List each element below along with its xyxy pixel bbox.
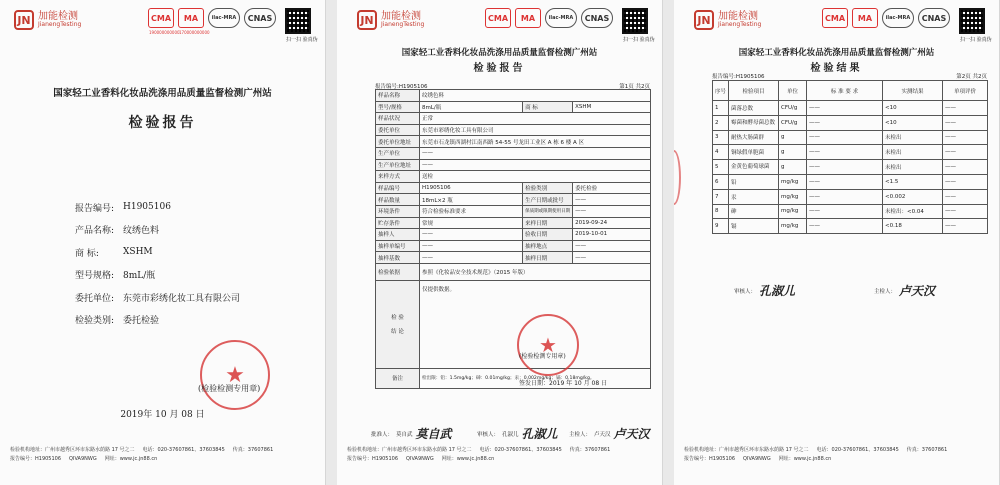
field-value: 8mL/瓶 [123,271,156,282]
table-header-row: 序号 检验项目 单位 标 准 要 求 实测结果 单项评价 [713,81,988,101]
field-value: XSHM [123,247,153,258]
report-title: 检验报告 [128,115,197,131]
table-row: 环境条件 符合检验标准要求 保质期或限期使用日期 —— [376,205,651,217]
institute-name: 国家轻工业香料化妆品洗涤用品质量监督检测广州站 [738,48,935,58]
logo-name: 加能检测 [38,11,78,22]
accreditation-badges [148,8,276,35]
field-value: 委托检验 [123,316,160,327]
field-label: 型号规格: [75,271,115,282]
table-row: 样品名称 纹绣色料 [376,90,651,102]
table-row: 5 金黄色葡萄球菌 g —— 未检出 —— [713,160,988,175]
seal-caption: (检验检测专用章) [198,384,261,393]
ma-badge: MA [515,8,541,28]
table-row: 样品状况 正常 [376,113,651,125]
table-row: 3 耐热大肠菌群 g —— 未检出 —— [713,130,988,145]
cover-page [0,0,326,485]
page-footer: 检验机构地址：广州市越秀区环市东路水荫路 17 号之二 电话：020-37607861、37603845 传真：37607861 报告编号：H1905106 QIVA9NWG 网址：www.jc.jn88.cn [347,447,611,462]
table-row: 4 铜绿假单胞菌 g —— 未检出 —— [713,145,988,160]
page-footer: 检验机构地址：广州市越秀区环市东路水荫路 17 号之二 电话：020-37607861、37603845 传真：37607861 报告编号：H1905106 QIVA9NWG 网址：www.jc.jn88.cn [10,447,274,462]
table-row: 抽样单编号 —— 抽样地点 —— [376,240,651,252]
page-number: 第1页 共2页 [619,84,650,90]
table-row: 样品数量 18mL×2 瓶 生产日期或批号 —— [376,194,651,206]
field-label: 检验类别: [75,316,115,327]
field-label: 报告编号: [75,203,115,214]
cma-badge: CMA [822,8,848,28]
table-row: 检验依据 参照《化妆品安全技术规范》（2015 年版） [376,263,651,280]
table-row: 9 镉 mg/kg —— <0.18 —— [713,219,988,234]
table-row: 委托单位 东莞市彩绣化妆工具有限公司 [376,124,651,136]
ma-badge: MA 170000000000 [178,8,204,28]
cnas-badge: CNAS [244,8,276,28]
qr-code-icon [285,8,311,34]
cover-fields [75,196,240,331]
cma-badge: CMA 190000000000 [148,8,174,28]
cma-badge: CMA [485,8,511,28]
table-row: 贮存条件 常规 来样日期 2019-09-24 [376,217,651,229]
accreditation-badges [822,8,950,28]
table-row: 抽样人 —— 验收日期 2019-10-01 [376,229,651,241]
report-number: 报告编号:H1905106 [375,84,428,90]
official-seal [517,314,579,376]
table-row: 来样方式 送检 [376,171,651,183]
ma-badge: MA [852,8,878,28]
table-row: 1 菌落总数 CFU/g —— <10 —— [713,101,988,116]
conclusion-text: 仅提供数据。 [422,286,456,293]
qr-code-icon [622,8,648,34]
logo-name-en: JianengTesting [38,21,82,28]
table-row: 8 砷 mg/kg —— 未检出：<0.04 —— [713,204,988,219]
checker-signature: 审核人： 孔淑儿 [734,284,796,298]
table-row: 生产单位 —— [376,147,651,159]
qr-caption: 扫一扫 验真伪 [286,37,318,43]
official-seal [200,340,270,410]
company-logo: JN 加能检测 JianengTesting [357,10,424,30]
results-page: JN 加能检测 JianengTesting CMA MA ilac-MRA CNAS 扫一扫 验真伪 国家轻工业香料化妆品洗涤用品质量监督检测广州站 检验结果 报告编号:H1905106 第2页 共2页 序号 检验项目 单位 标 准 要 求 实测结果 单项评价 1 菌落总数 CFU/g —— <10 —— 2 霉菌和酵母菌总数 CFU/g —— <10 —— 3 耐热大肠菌群 g —— 未检出 —— 4 铜绿假单胞菌 g —— 未检出 —— 5 金黄色葡萄球菌 g —— 未检出 —— 6 铅 mg/kg —— <1.5 —— 7 汞 mg/kg —— <0.002 —— 8 砷 mg/kg —— 未检出：<0.04 —— 9 镉 mg/kg —— <0.18 —— 审核人： 孔淑儿 主检人： 卢天汉 检验机构地址：广州市越秀区环市东路水荫路 17 号之二 电话：020-37607861、37603845 传真：37607861 报告编号：H1905106 QIVA9NWG 网址：www.jc.jn88.cn [674,0,1000,485]
institute-name: 国家轻工业香料化妆品洗涤用品质量监督检测广州站 [53,88,272,99]
seam-seal [674,150,681,205]
company-logo: JN 加能检测 JianengTesting [694,10,761,30]
table-row: 6 铅 mg/kg —— <1.5 —— [713,174,988,189]
report-number: 报告编号:H1905106 [712,74,765,80]
field-value: 东莞市彩绣化妆工具有限公司 [123,293,241,304]
logo-mark: JN [14,10,34,30]
table-row: 备注 检出限：铅：1.5mg/kg；砷：0.01mg/kg；汞：0.002mg/kg；镉：0.18mg/kg。 [376,368,651,388]
table-row: 委托单位地址 东莞市石龙镇西湖村江南西路 54-55 号龙田工业区 A 栋 6 楼 A 区 [376,136,651,148]
cnas-badge: CNAS [581,8,613,28]
ilac-badge: ilac-MRA [208,8,240,28]
approver-signature: 批准人： 莫自武 莫自武 [371,427,452,441]
issue-date: 签发日期：2019 年 10 月 08 日 [519,380,608,387]
report-page: JN 加能检测 JianengTesting CMA MA ilac-MRA CNAS 扫一扫 验真伪 国家轻工业香料化妆品洗涤用品质量监督检测广州站 检验报告 报告编号:H1905106 第1页 共2页 样品名称 纹绣色料 型号/规格 8mL/瓶 商 标 XSHM 样品状况 正常 委托单位 东莞市彩绣化妆工具有限公司 委托单位地址 东莞市石龙镇西湖村江南西路 54-55 号龙田工业区 A 栋 6 楼 A 区 生产单位 —— 生产单位地址 —— 来样方式 送检 样品编号 H1905106 检验类别 委托检验 样品数量 18mL×2 瓶 生产日期或批号 —— 环境条件 符合检验标准要求 保质期或限期使用日期 —— 贮存条件 常规 来样日期 2019-09-24 抽样人 —— 验收日期 2019-10-01 抽样单编号 —— 抽样地点 —— 抽样基数 —— 抽样日期 —— 检验依据 参照《化妆品安全技术规范》（2015 年版） 检 验 结 论 仅提供数据。 备注 检出限：铅：1.5mg/kg；砷：0.01mg/kg；汞：0.002mg/kg；镉：0.18mg/kg。 ★ (检验检测专用章) 签发日期：2019 年 10 月 08 日 批准人： 莫自武 莫自武 审核人： 孔淑儿 孔淑儿 主检人： 卢天汉 卢天汉 检验机构地址：广州市越秀区环市东路水荫路 17 号之二 电话：020-37607861、37603845 传真：37607861 报告编号：H1905106 QIVA9NWG 网址：www.jc.jn88.cn [337,0,663,485]
page-footer: 检验机构地址：广州市越秀区环市东路水荫路 17 号之二 电话：020-37607861、37603845 传真：37607861 报告编号：H1905106 QIVA9NWG 网址：www.jc.jn88.cn [684,447,948,462]
report-table [375,89,651,389]
company-logo [14,10,81,30]
star-icon: ★ [225,362,245,388]
seal-caption: (检验检测专用章) [519,353,566,360]
field-label: 商 标: [75,248,99,259]
cnas-badge: CNAS [918,8,950,28]
report-title: 检验报告 [473,63,526,74]
results-table [712,80,988,234]
table-row: 生产单位地址 —— [376,159,651,171]
ilac-badge: ilac-MRA [882,8,914,28]
cover-date: 2019年 10 月 08 日 [120,410,205,420]
institute-name: 国家轻工业香料化妆品洗涤用品质量监督检测广州站 [401,48,598,58]
table-row: 样品编号 H1905106 检验类别 委托检验 [376,182,651,194]
table-row: 型号/规格 8mL/瓶 商 标 XSHM [376,101,651,113]
star-icon: ★ [539,333,557,357]
table-row: 抽样基数 —— 抽样日期 —— [376,252,651,264]
field-value: 纹绣色料 [123,226,160,237]
checker-signature: 审核人： 孔淑儿 孔淑儿 [477,427,558,441]
field-label: 委托单位: [75,293,115,304]
results-title: 检验结果 [810,63,863,74]
table-row: 7 汞 mg/kg —— <0.002 —— [713,189,988,204]
accreditation-badges [485,8,613,28]
table-row: 2 霉菌和酵母菌总数 CFU/g —— <10 —— [713,115,988,130]
results-subheader [712,72,987,80]
tester-signature: 主检人： 卢天汉 卢天汉 [569,427,650,441]
qr-code-icon [959,8,985,34]
table-row: 检 验 结 论 仅提供数据。 [376,280,651,368]
tester-signature: 主检人： 卢天汉 [874,284,936,298]
page-number: 第2页 共2页 [956,74,987,80]
field-label: 产品名称: [75,226,115,237]
ilac-badge: ilac-MRA [545,8,577,28]
field-value: H1905106 [123,202,171,213]
